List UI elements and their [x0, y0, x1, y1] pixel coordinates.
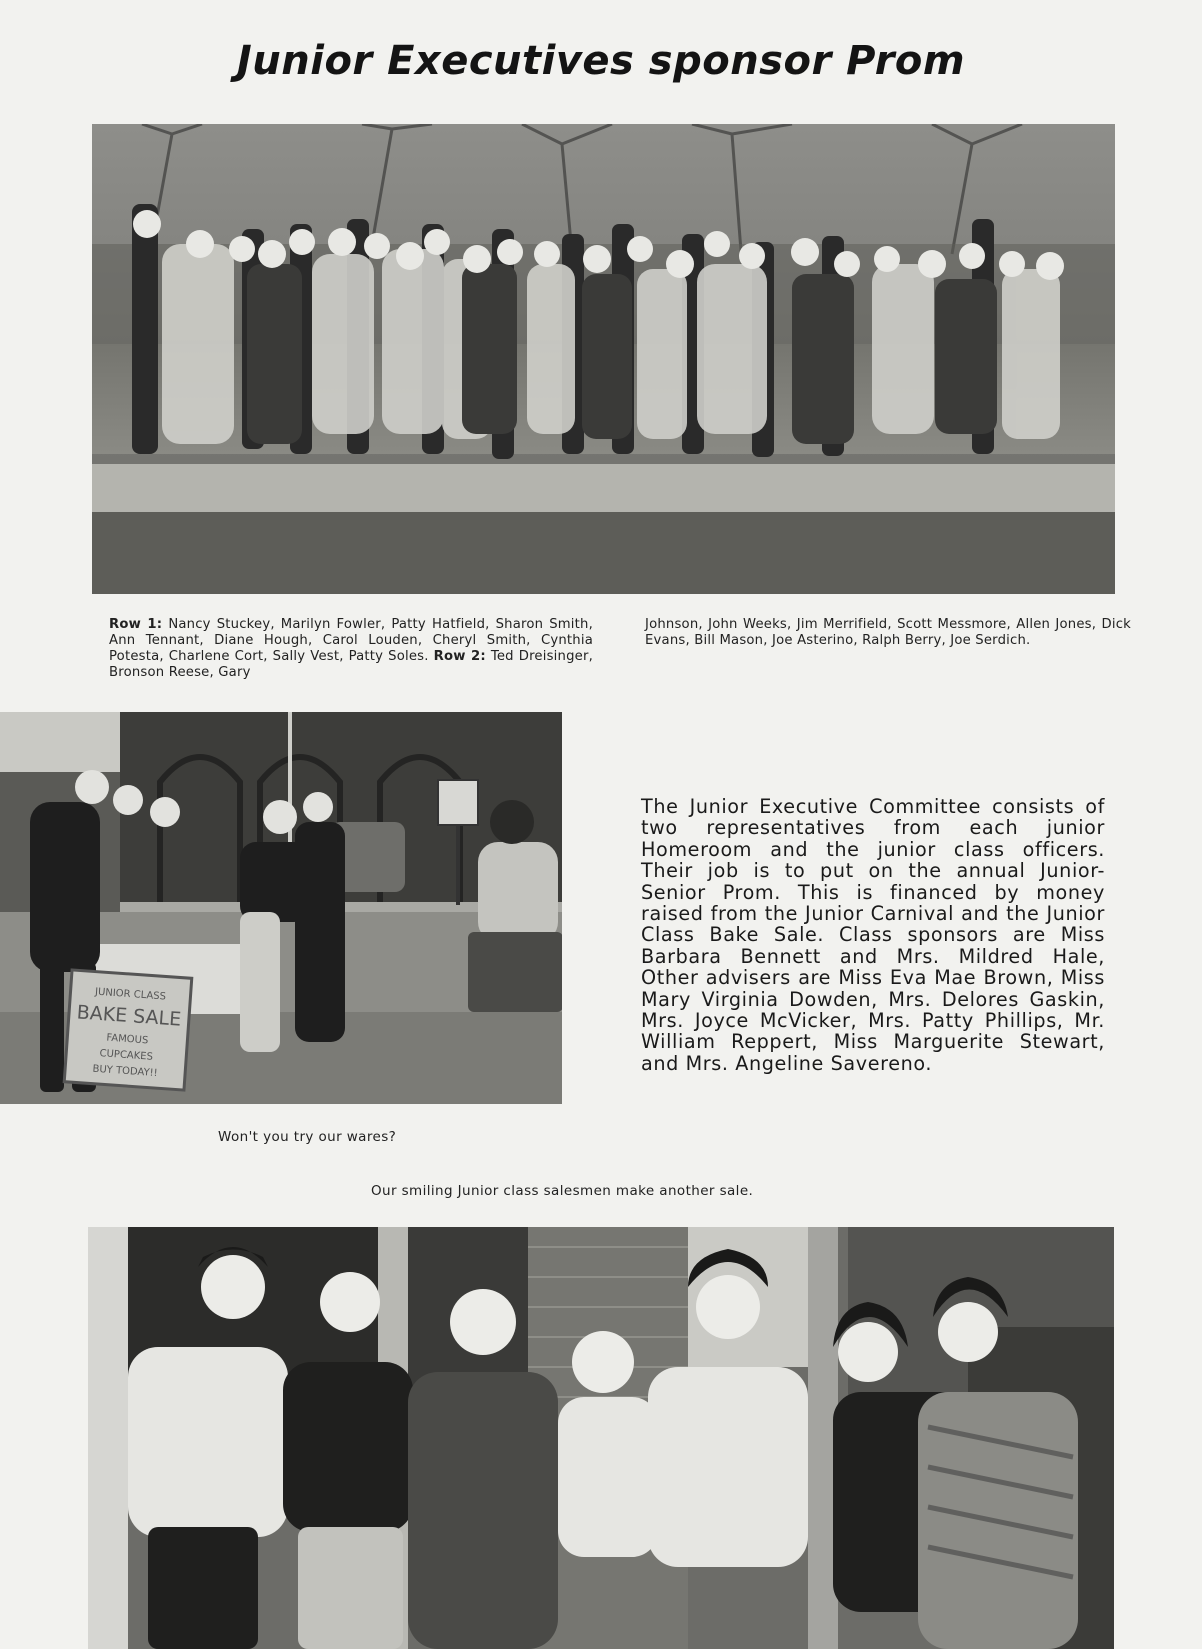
salesmen-photo: [88, 1227, 1114, 1649]
sign-line-4: CUPCAKES: [99, 1048, 154, 1063]
sign-line-1: JUNIOR CLASS: [94, 986, 167, 1003]
group-photo-caption-right: [645, 617, 1131, 649]
bake-sale-photo: [0, 712, 562, 1104]
salesmen-caption: Our smiling Junior class salesmen make another sale.: [371, 1183, 754, 1199]
row2-label: Row 2:: [433, 649, 486, 664]
committee-description: The Junior Executive Committee consists of two representatives from each junior Homeroom and the junior class officers. Their job is to put on the annual Junior-Senior Prom. This is financed by money raised from the Junior Carnival and the Junior Class Bake Sale. Class sponsors are Miss Barbara Bennett and Mrs. Mildred Hale, Other advisers are Miss Eva Mae Brown, Miss Mary Virginia Dowden, Mrs. Delores Gaskin, Mrs. Joyce McVicker, Mrs. Patty Phillips, Mr. William Reppert, Miss Marguerite Stewart, and Mrs. Angeline Savereno.: [641, 795, 1105, 1075]
row2-names-part-2: Johnson, John Weeks, Jim Merrifield, Scott Messmore, Allen Jones, Dick Evans, Bill Mason, Joe Asterino, Ralph Berry, Joe Serdich.: [645, 617, 1131, 648]
sign-line-3: FAMOUS: [106, 1032, 149, 1047]
group-photo: [92, 124, 1115, 594]
sign-line-5: BUY TODAY!!: [92, 1063, 158, 1080]
group-photo-caption-left: [109, 617, 593, 681]
row2-names-part-1: Ted Dreisinger, Bronson Reese, Gary: [109, 649, 593, 680]
bake-sale-caption: Won't you try our wares?: [218, 1129, 397, 1145]
row1-label: Row 1:: [109, 617, 163, 632]
row1-names: Nancy Stuckey, Marilyn Fowler, Patty Hatfield, Sharon Smith, Ann Tennant, Diane Hough, Carol Louden, Cheryl Smith, Cynthia Potesta, Charlene Cort, Sally Vest, Patty Soles.: [109, 617, 593, 664]
sign-line-2: BAKE SALE: [76, 1001, 182, 1031]
page-title: Junior Executives sponsor Prom: [236, 38, 966, 84]
